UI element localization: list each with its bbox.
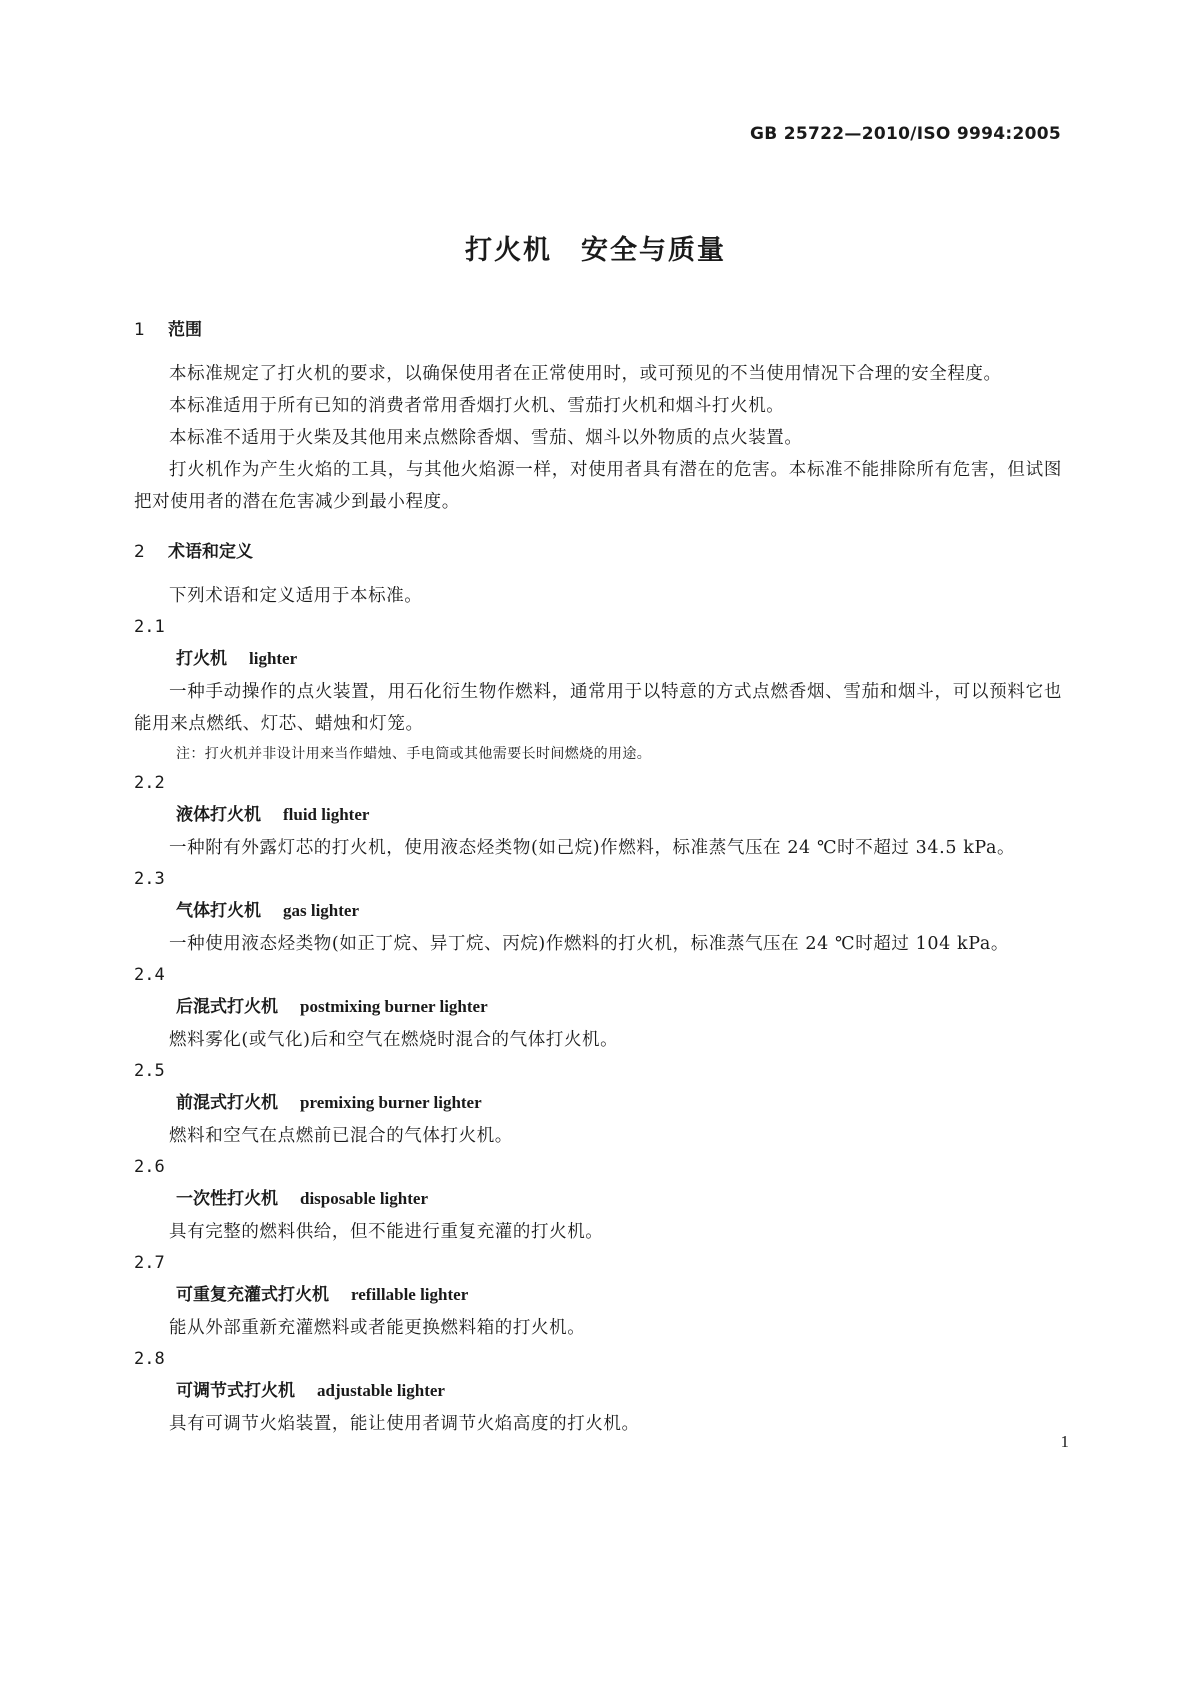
- standard-code: GB 25722—2010/ISO 9994:2005: [750, 124, 1061, 144]
- term-en: refillable lighter: [351, 1285, 469, 1304]
- term-heading: [134, 1374, 1062, 1408]
- term-number: 2.1: [134, 617, 165, 637]
- term-heading: [134, 894, 1062, 928]
- term-zh: 后混式打火机: [176, 997, 278, 1017]
- term-definition: 燃料和空气在点燃前已混合的气体打火机。: [169, 1126, 513, 1146]
- term-en: adjustable lighter: [317, 1381, 445, 1400]
- term-number: 2.8: [134, 1349, 165, 1369]
- section-1-number: 1: [134, 320, 145, 340]
- term-heading: [134, 1086, 1062, 1120]
- term-zh: 气体打火机: [176, 901, 261, 921]
- term-zh: 液体打火机: [176, 805, 261, 825]
- term-definition: 能从外部重新充灌燃料或者能更换燃料箱的打火机。: [169, 1318, 586, 1338]
- section-2-intro: 下列术语和定义适用于本标准。: [169, 586, 423, 606]
- term-en: gas lighter: [283, 901, 360, 920]
- term-definition: 一种手动操作的点火装置，用石化衍生物作燃料，通常用于以特意的方式点燃香烟、雪茄和烟斗，可以预料它也能用来点燃纸、灯芯、蜡烛和灯笼。: [134, 682, 1062, 734]
- term-en: disposable lighter: [300, 1189, 428, 1208]
- term-number: 2.5: [134, 1061, 165, 1081]
- document-title: 打火机 安全与质量: [465, 235, 726, 266]
- term-zh: 一次性打火机: [176, 1189, 278, 1209]
- section-2-title: 术语和定义: [168, 542, 253, 562]
- term-en: lighter: [249, 649, 298, 668]
- term-note: 注：打火机并非设计用来当作蜡烛、手电筒或其他需要长时间燃烧的用途。: [176, 746, 652, 762]
- term-number: 2.6: [134, 1157, 165, 1177]
- term-heading: [134, 990, 1062, 1024]
- section-2-heading: [134, 540, 1062, 564]
- section-2-number: 2: [134, 542, 145, 562]
- term-definition: 燃料雾化(或气化)后和空气在燃烧时混合的气体打火机。: [169, 1030, 619, 1050]
- section-1-paragraph: 本标准规定了打火机的要求，以确保使用者在正常使用时，或可预见的不当使用情况下合理的安全程度。: [169, 364, 1002, 384]
- term-heading: [134, 798, 1062, 832]
- document-body: [134, 318, 1062, 1440]
- term-definition: 具有完整的燃料供给，但不能进行重复充灌的打火机。: [169, 1222, 604, 1242]
- term-en: fluid lighter: [283, 805, 370, 824]
- term-zh: 打火机: [176, 649, 227, 669]
- term-definition: 一种附有外露灯芯的打火机，使用液态烃类物(如己烷)作燃料，标准蒸气压在 24 ℃时不超过 34.5 kPa。: [169, 838, 1016, 858]
- section-1-paragraph: 本标准适用于所有已知的消费者常用香烟打火机、雪茄打火机和烟斗打火机。: [169, 396, 785, 416]
- term-en: premixing burner lighter: [300, 1093, 482, 1112]
- term-heading: [134, 1278, 1062, 1312]
- section-1-paragraph: 打火机作为产生火焰的工具，与其他火焰源一样，对使用者具有潜在的危害。本标准不能排除所有危害，但试图把对使用者的潜在危害减少到最小程度。: [134, 460, 1062, 512]
- term-number: 2.3: [134, 869, 165, 889]
- term-zh: 可重复充灌式打火机: [176, 1285, 329, 1305]
- term-zh: 前混式打火机: [176, 1093, 278, 1113]
- term-definition: 一种使用液态烃类物(如正丁烷、异丁烷、丙烷)作燃料的打火机，标准蒸气压在 24 ℃时超过 104 kPa。: [169, 934, 1009, 954]
- term-en: postmixing burner lighter: [300, 997, 488, 1016]
- term-heading: [134, 1182, 1062, 1216]
- term-heading: [134, 642, 1062, 676]
- section-1-title: 范围: [168, 320, 202, 340]
- term-number: 2.7: [134, 1253, 165, 1273]
- term-number: 2.4: [134, 965, 165, 985]
- term-definition: 具有可调节火焰装置，能让使用者调节火焰高度的打火机。: [169, 1414, 640, 1434]
- term-number: 2.2: [134, 773, 165, 793]
- term-zh: 可调节式打火机: [176, 1381, 295, 1401]
- section-1-heading: [134, 318, 1062, 342]
- section-1-paragraph: 本标准不适用于火柴及其他用来点燃除香烟、雪茄、烟斗以外物质的点火装置。: [169, 428, 803, 448]
- page-number: 1: [1060, 1432, 1069, 1451]
